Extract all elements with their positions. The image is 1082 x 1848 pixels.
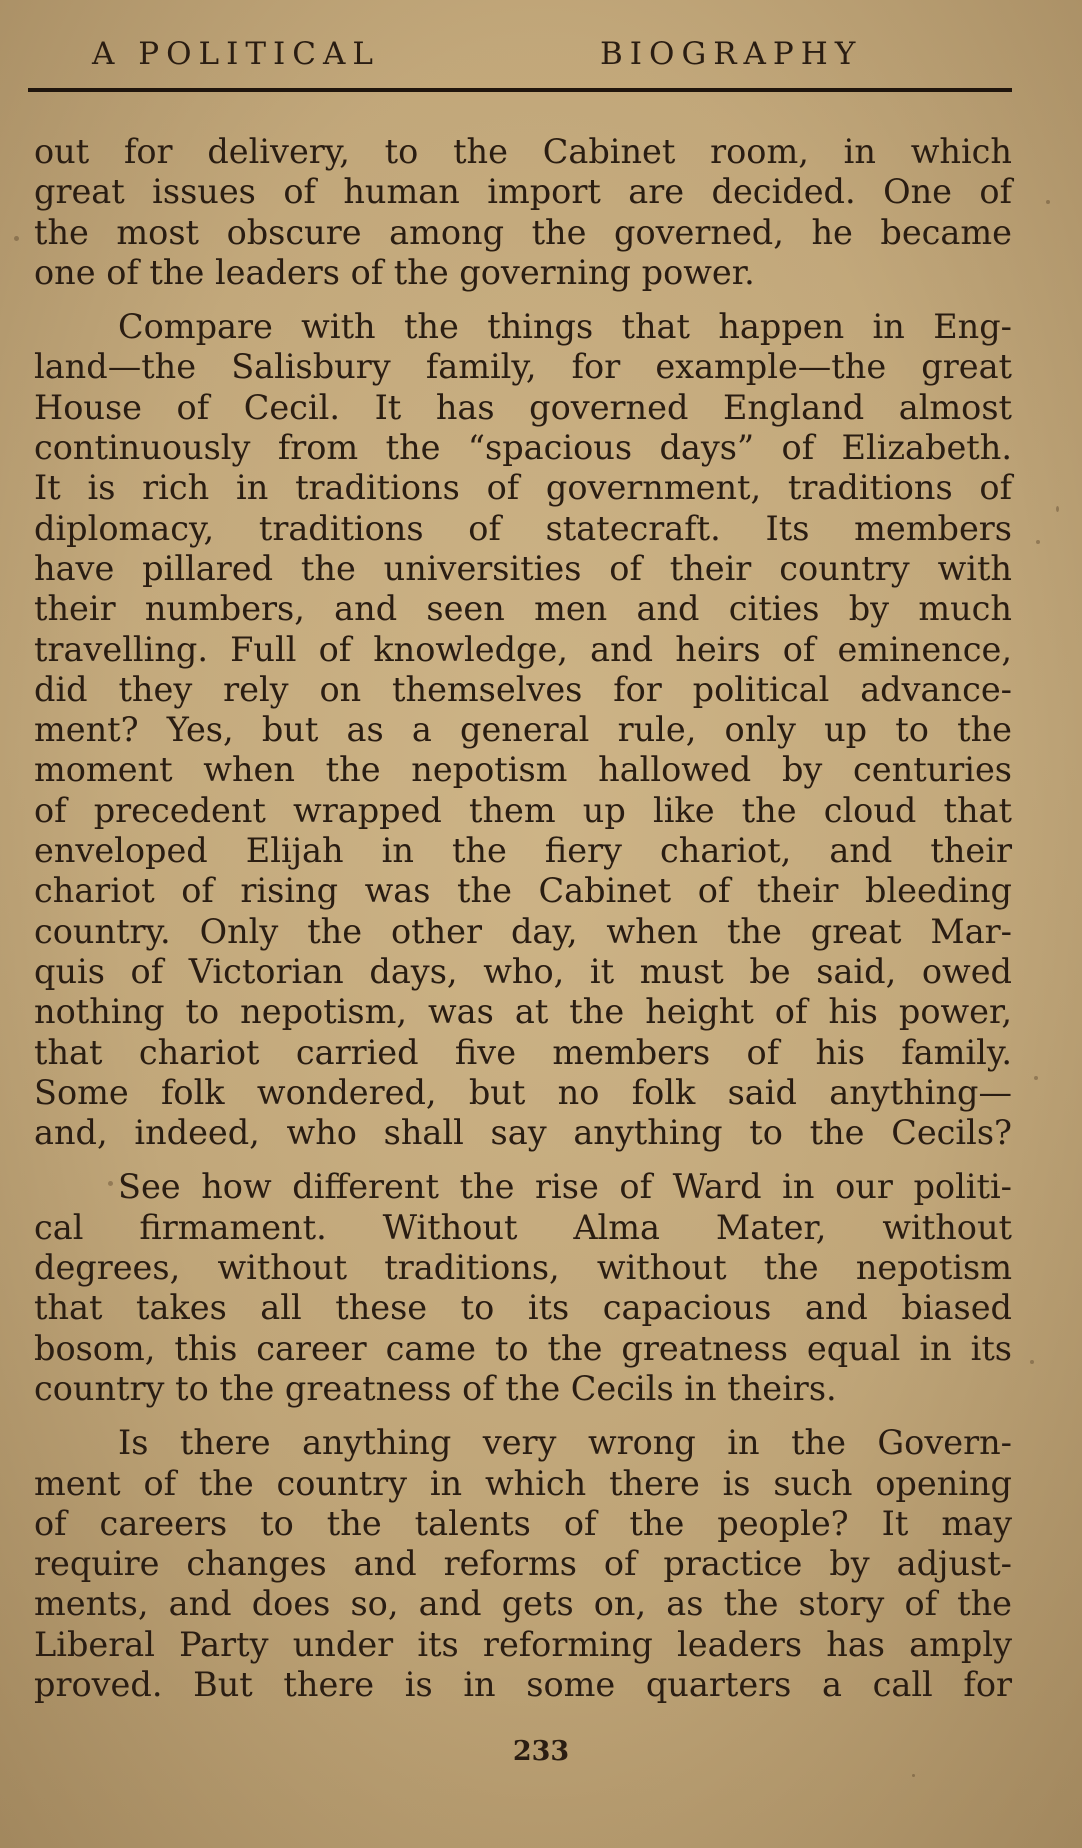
text-line: Liberal Party under its reforming leaders has amply [34, 1624, 1012, 1664]
text-line: nothing to nepotism, was at the height of his power, [34, 992, 1012, 1032]
running-header-left: A POLITICAL [92, 36, 380, 72]
text-line: Compare with the things that happen in Eng- [118, 307, 1012, 347]
paragraph-3 [34, 1167, 1012, 1409]
text-line: great issues of human import are decided. One of [34, 172, 1012, 212]
text-line: did they rely on themselves for political advance- [34, 669, 1012, 709]
paragraph-4 [34, 1423, 1012, 1705]
text-line: of careers to the talents of the people? It may [34, 1503, 1012, 1543]
text-line: land—the Salisbury family, for example—the great [34, 347, 1012, 387]
paper-speck [14, 236, 19, 241]
paper-speck [912, 1774, 915, 1777]
paper-speck [1056, 506, 1059, 512]
text-line: bosom, this career came to the greatness equal in its [34, 1328, 1012, 1368]
text-line: diplomacy, traditions of statecraft. Its members [34, 508, 1012, 548]
paper-speck [1036, 540, 1040, 544]
text-line: of precedent wrapped them up like the cloud that [34, 790, 1012, 830]
page-number: 233 [512, 1736, 570, 1767]
text-line: travelling. Full of knowledge, and heirs of eminence, [34, 629, 1012, 669]
text-line: country to the greatness of the Cecils in theirs. [34, 1368, 837, 1408]
text-line: country. Only the other day, when the great Mar- [34, 911, 1012, 951]
text-line: the most obscure among the governed, he became [34, 212, 1012, 252]
paragraph-2 [34, 307, 1012, 1153]
text-line: cal firmament. Without Alma Mater, without [34, 1207, 1012, 1247]
paper-speck [1046, 200, 1050, 204]
text-line: degrees, without traditions, without the nepotism [34, 1248, 1012, 1288]
text-line: It is rich in traditions of government, traditions of [34, 468, 1012, 508]
text-line: out for delivery, to the Cabinet room, in which [34, 132, 1012, 171]
header-rule [28, 88, 1012, 92]
text-line: chariot of rising was the Cabinet of their bleeding [34, 871, 1012, 911]
paper-speck [1034, 1076, 1038, 1080]
text-line: that takes all these to its capacious and biased [34, 1288, 1012, 1328]
paper-speck [1030, 1360, 1034, 1364]
text-line: House of Cecil. It has governed England almost [34, 387, 1012, 427]
text-line: Some folk wondered, but no folk said anything— [34, 1072, 1012, 1112]
text-line: have pillared the universities of their country with [34, 548, 1012, 588]
text-line: one of the leaders of the governing power. [34, 252, 755, 292]
text-line: ments, and does so, and gets on, as the story of the [34, 1584, 1012, 1624]
running-header [28, 36, 1012, 82]
text-line: enveloped Elijah in the fiery chariot, and their [34, 831, 1012, 871]
paper-speck [108, 1181, 113, 1186]
text-line: that chariot carried five members of his family. [34, 1032, 1012, 1072]
text-line: quis of Victorian days, who, it must be said, owed [34, 951, 1012, 991]
text-line: moment when the nepotism hallowed by centuries [34, 750, 1012, 790]
body-text [34, 132, 1012, 1705]
running-header-right: BIOGRAPHY [600, 36, 863, 72]
text-line: See how different the rise of Ward in our politi- [118, 1167, 1012, 1207]
text-line: proved. But there is in some quarters a call for [34, 1664, 1012, 1704]
text-line: their numbers, and seen men and cities by much [34, 589, 1012, 629]
text-line: ment? Yes, but as a general rule, only up to the [34, 710, 1012, 750]
paragraph-1 [34, 132, 1012, 293]
text-line: continuously from the “spacious days” of Elizabeth. [34, 428, 1012, 468]
text-line: and, indeed, who shall say anything to the Cecils? [34, 1113, 1012, 1153]
text-line: require changes and reforms of practice by adjust- [34, 1544, 1012, 1584]
text-line: ment of the country in which there is such opening [34, 1463, 1012, 1503]
text-line: Is there anything very wrong in the Govern- [118, 1423, 1012, 1463]
